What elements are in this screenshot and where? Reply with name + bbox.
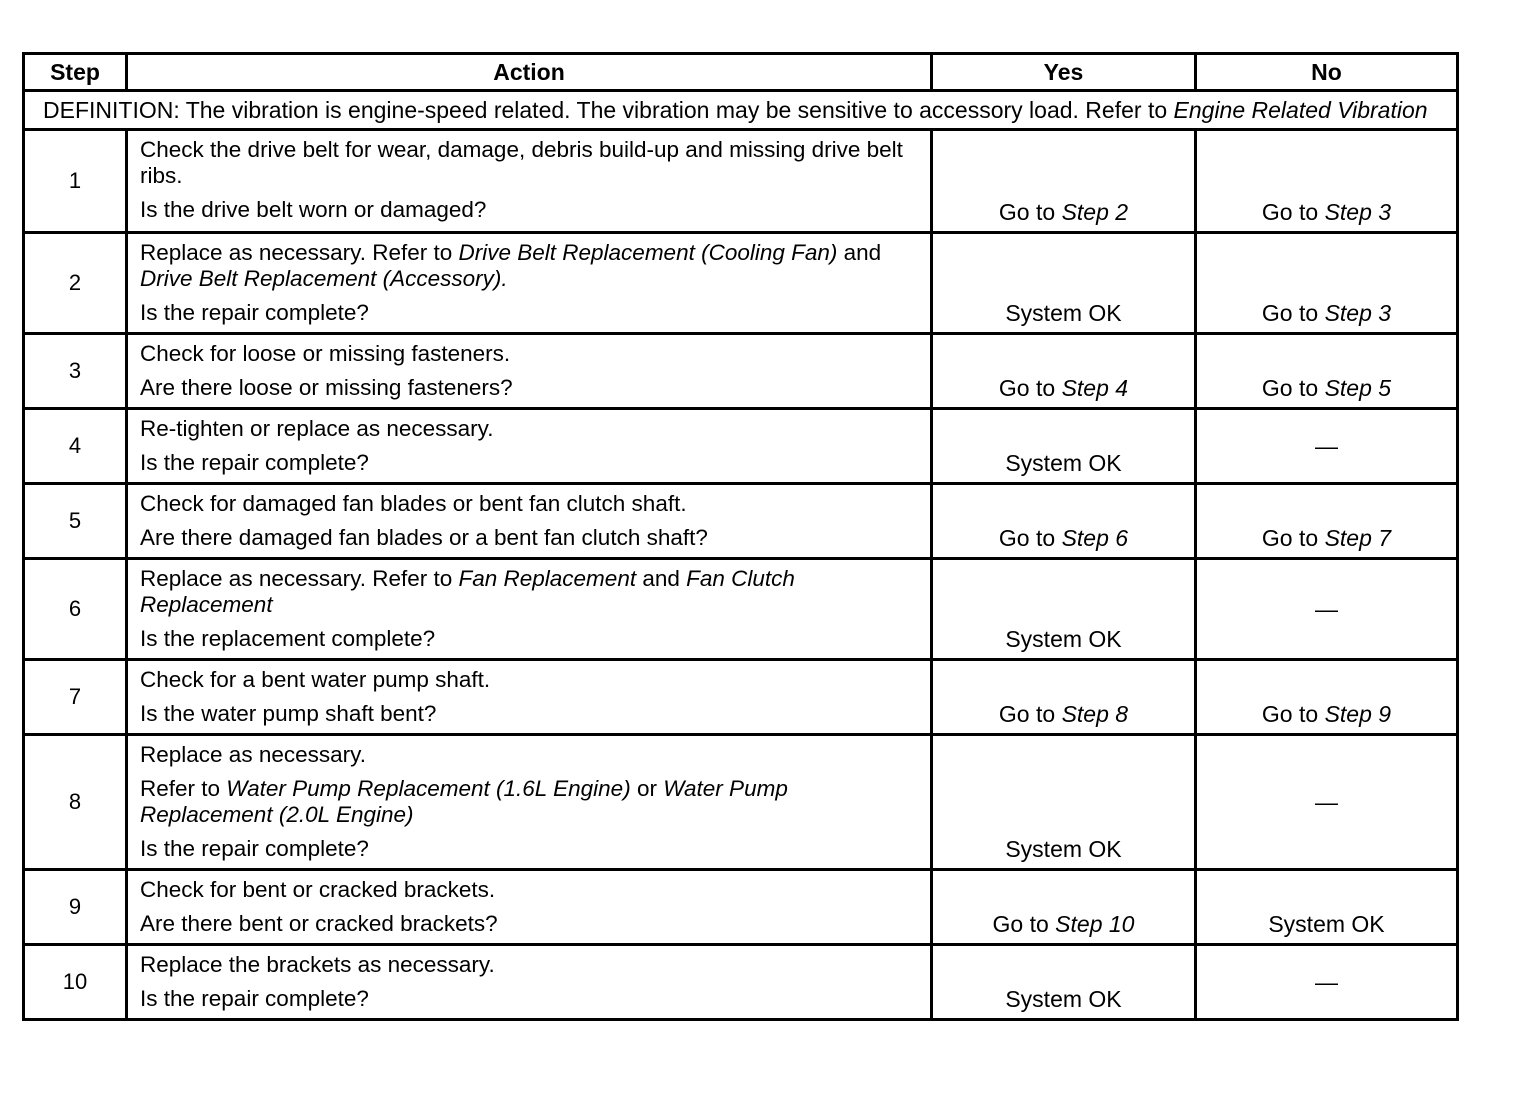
action-cell — [127, 130, 932, 233]
step-number: 2 — [24, 233, 127, 334]
yes-cell — [932, 870, 1196, 945]
action-text: Check for loose or missing fasteners. — [140, 341, 511, 366]
no-prefix: Go to — [1261, 701, 1325, 727]
definition-text: DEFINITION: The vibration is engine-speed related. The vibration may be sensitive to accessory load. Refer to — [43, 97, 1174, 123]
table-row — [24, 559, 1458, 660]
action-question: Are there damaged fan blades or a bent fan clutch shaft? — [140, 525, 708, 550]
no-cell: — — [1196, 559, 1458, 660]
action-question: Is the replacement complete? — [140, 626, 436, 651]
yes-cell — [932, 334, 1196, 409]
action-question: Is the drive belt worn or damaged? — [140, 197, 487, 222]
action-reference: Water Pump Replacement (1.6L Engine) — [226, 776, 631, 801]
no-prefix: Go to — [1261, 199, 1325, 225]
table-row — [24, 334, 1458, 409]
yes-cell: System OK — [932, 233, 1196, 334]
action-text: Replace the brackets as necessary. — [140, 952, 495, 977]
action-reference: Fan Clutch Replacement — [140, 566, 795, 617]
yes-cell: System OK — [932, 559, 1196, 660]
action-cell — [127, 233, 932, 334]
no-cell — [1196, 334, 1458, 409]
yes-cell — [932, 130, 1196, 233]
yes-cell: System OK — [932, 735, 1196, 870]
action-cell — [127, 484, 932, 559]
no-prefix: Go to — [1261, 300, 1325, 326]
action-question: Are there bent or cracked brackets? — [140, 911, 498, 936]
table-row — [24, 233, 1458, 334]
step-number: 1 — [24, 130, 127, 233]
step-number: 9 — [24, 870, 127, 945]
yes-cell — [932, 660, 1196, 735]
action-text: Check for damaged fan blades or bent fan clutch shaft. — [140, 491, 687, 516]
yes-cell: System OK — [932, 945, 1196, 1020]
no-step-ref: Step 5 — [1324, 375, 1392, 401]
action-text: Check for a bent water pump shaft. — [140, 667, 491, 692]
yes-step-ref: Step 6 — [1061, 525, 1129, 551]
no-cell: — — [1196, 735, 1458, 870]
definition-reference: Engine Related Vibration — [1173, 97, 1428, 123]
step-number: 5 — [24, 484, 127, 559]
yes-prefix: Go to — [998, 525, 1062, 551]
yes-step-ref: Step 8 — [1061, 701, 1129, 727]
header-yes: Yes — [932, 54, 1196, 91]
no-cell: — — [1196, 945, 1458, 1020]
header-step: Step — [24, 54, 127, 91]
action-text — [140, 566, 918, 618]
action-question: Are there loose or missing fasteners? — [140, 375, 513, 400]
no-step-ref: Step 3 — [1324, 300, 1392, 326]
table-row — [24, 735, 1458, 870]
action-reference: Water Pump Replacement (2.0L Engine) — [140, 776, 788, 827]
yes-prefix: Go to — [998, 199, 1062, 225]
action-reference: Drive Belt Replacement (Accessory). — [140, 266, 508, 291]
no-step-ref: Step 3 — [1324, 199, 1392, 225]
action-question: Is the water pump shaft bent? — [140, 701, 437, 726]
step-number: 3 — [24, 334, 127, 409]
step-number: 4 — [24, 409, 127, 484]
action-question: Is the repair complete? — [140, 450, 369, 475]
action-question: Is the repair complete? — [140, 300, 369, 325]
action-cell — [127, 870, 932, 945]
no-step-ref: Step 9 — [1324, 701, 1392, 727]
action-cell — [127, 559, 932, 660]
yes-step-ref: Step 2 — [1061, 199, 1129, 225]
action-reference: Drive Belt Replacement (Cooling Fan) — [458, 240, 838, 265]
step-number: 10 — [24, 945, 127, 1020]
step-number: 7 — [24, 660, 127, 735]
no-cell — [1196, 660, 1458, 735]
step-number: 8 — [24, 735, 127, 870]
header-no: No — [1196, 54, 1458, 91]
action-text: Re-tighten or replace as necessary. — [140, 416, 494, 441]
action-text — [140, 240, 918, 292]
no-cell: — — [1196, 409, 1458, 484]
yes-prefix: Go to — [998, 375, 1062, 401]
yes-prefix: Go to — [998, 701, 1062, 727]
definition-row — [24, 91, 1458, 130]
yes-step-ref: Step 10 — [1055, 911, 1135, 937]
action-text: Replace as necessary. — [140, 742, 366, 767]
diagnostic-table-container — [22, 52, 1456, 1021]
definition-cell — [24, 91, 1458, 130]
yes-cell: System OK — [932, 409, 1196, 484]
no-cell — [1196, 484, 1458, 559]
action-question: Is the repair complete? — [140, 986, 369, 1011]
action-text-part: and — [837, 240, 882, 265]
action-cell — [127, 334, 932, 409]
action-text-part: Replace as necessary. Refer to — [140, 240, 459, 265]
no-prefix: Go to — [1261, 525, 1325, 551]
table-row — [24, 870, 1458, 945]
action-text-part: and — [636, 566, 687, 591]
header-action: Action — [127, 54, 932, 91]
action-text-2 — [140, 776, 918, 828]
no-cell — [1196, 233, 1458, 334]
table-row — [24, 660, 1458, 735]
diagnostic-table — [22, 52, 1459, 1021]
yes-prefix: Go to — [992, 911, 1056, 937]
action-cell — [127, 735, 932, 870]
header-row — [24, 54, 1458, 91]
no-step-ref: Step 7 — [1324, 525, 1392, 551]
action-reference: Fan Replacement — [458, 566, 637, 591]
action-cell — [127, 409, 932, 484]
action-text-part: or — [630, 776, 664, 801]
table-row — [24, 409, 1458, 484]
no-cell — [1196, 130, 1458, 233]
action-question: Is the repair complete? — [140, 836, 369, 861]
action-text: Check for bent or cracked brackets. — [140, 877, 496, 902]
action-text-part: Refer to — [140, 776, 227, 801]
action-text-part: Replace as necessary. Refer to — [140, 566, 459, 591]
table-row — [24, 130, 1458, 233]
yes-step-ref: Step 4 — [1061, 375, 1129, 401]
table-row — [24, 484, 1458, 559]
no-cell: System OK — [1196, 870, 1458, 945]
no-prefix: Go to — [1261, 375, 1325, 401]
action-text: Check the drive belt for wear, damage, debris build-up and missing drive belt ribs. — [140, 137, 903, 188]
action-cell — [127, 945, 932, 1020]
yes-cell — [932, 484, 1196, 559]
action-cell — [127, 660, 932, 735]
table-row — [24, 945, 1458, 1020]
step-number: 6 — [24, 559, 127, 660]
